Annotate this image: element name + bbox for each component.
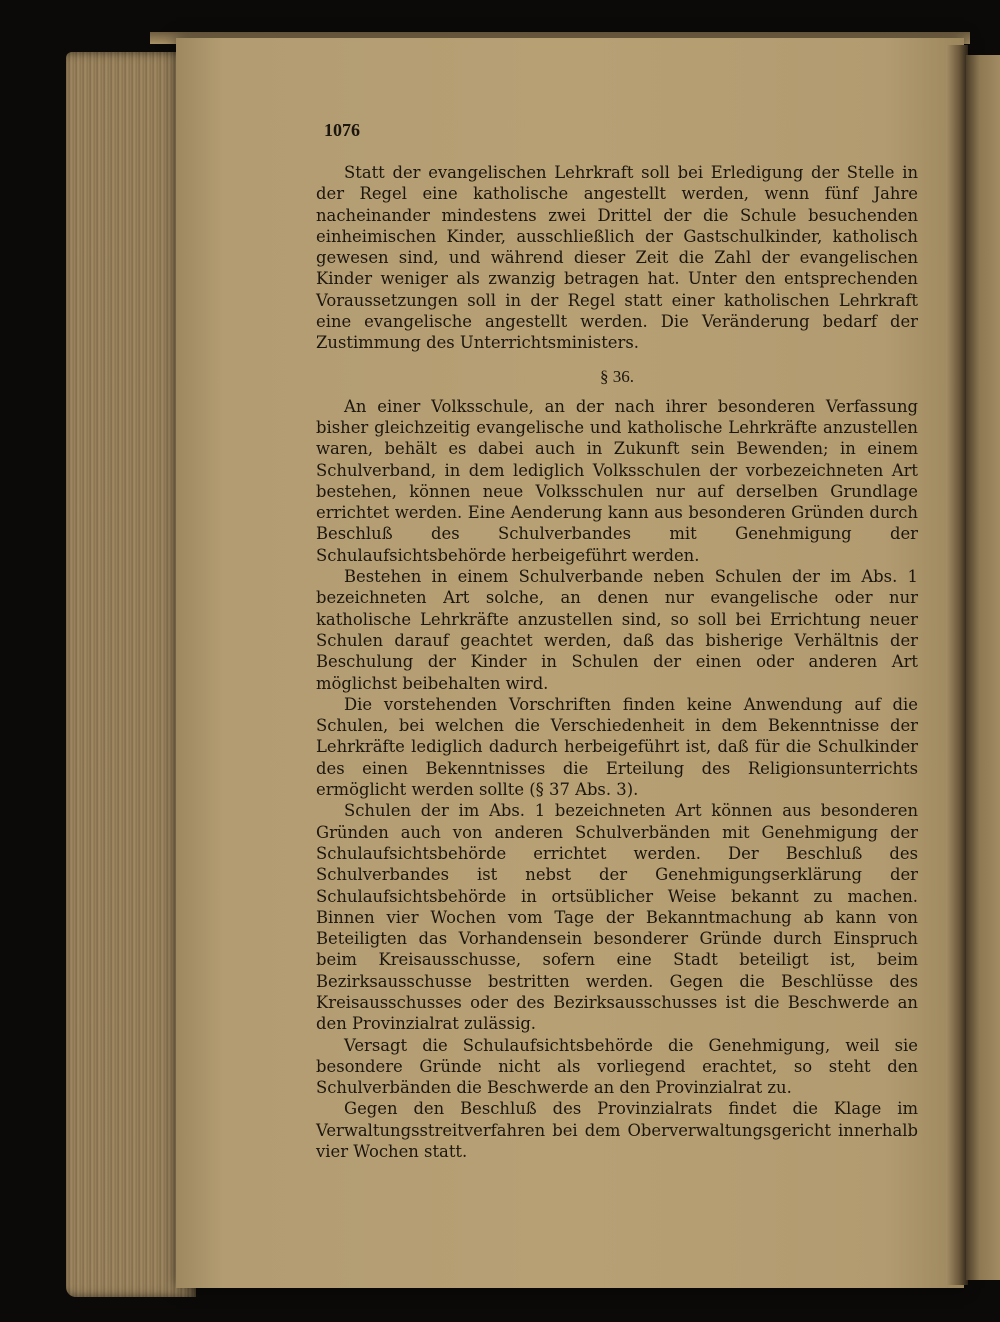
book-gutter xyxy=(946,45,968,1285)
paragraph: Gegen den Beschluß des Provinzialrats findet die Klage im Verwaltungsstreitverfahren bei dem Oberverwaltungsgericht innerhalb vier Wochen statt. xyxy=(316,1099,918,1162)
page-number: 1076 xyxy=(324,120,360,140)
paragraph: Versagt die Schulaufsichtsbehörde die Genehmigung, weil sie besondere Gründe nicht als vorliegend erachtet, so steht den Schulverbänden die Beschwerde an den Provinzialrat zu. xyxy=(316,1035,918,1098)
paragraph: Die vorstehenden Vorschriften finden keine Anwendung auf die Schulen, bei welchen die Verschiedenheit in dem Bekenntnisse der Lehrkräfte lediglich dadurch herbeigeführt ist, daß für die Schulkinder des einen Bekenntnisses die Erteilung des Religionsunterrichts ermöglicht werden sollte (§ 37 Abs. 3). xyxy=(316,694,918,800)
facing-page-edge xyxy=(966,55,1000,1280)
page-text xyxy=(316,120,918,1162)
paragraph: Statt der evangelischen Lehrkraft soll bei Erledigung der Stelle in der Regel eine katholische angestellt werden, wenn fünf Jahre nacheinander mindestens zwei Drittel der die Schule besuchenden einheimischen Kinder, ausschließlich der Gastschulkinder, katholisch gewesen sind, und während dieser Zeit die Zahl der evangelischen Kinder weniger als zwanzig betragen hat. Unter den entsprechenden Voraussetzungen soll in der Regel statt einer katholischen Lehrkraft eine evangelische angestellt werden. Die Veränderung bedarf der Zustimmung des Unterrichtsministers. xyxy=(316,163,918,353)
paragraph: Schulen der im Abs. 1 bezeichneten Art können aus besonderen Gründen auch von anderen Schulverbänden mit Genehmigung der Schulaufsichtsbehörde errichtet werden. Der Beschluß des Schulverbandes ist nebst der Genehmigungserklärung der Schulaufsichtsbehörde in ortsüblicher Weise bekannt zu machen. Binnen vier Wochen vom Tage der Bekanntmachung ab kann von Beteiligten das Vorhandensein besonderer Gründe durch Einspruch beim Kreisausschusse, sofern eine Stadt beteiligt ist, beim Bezirksausschusse bestritten werden. Gegen die Beschlüsse des Kreisausschusses oder des Bezirksausschusses ist die Beschwerde an den Provinzialrat zulässig. xyxy=(316,801,918,1034)
paragraph: An einer Volksschule, an der nach ihrer besonderen Verfassung bisher gleichzeitig evangelische und katholische Lehrkräfte anzustellen waren, behält es dabei auch in Zukunft sein Bewenden; in einem Schulverband, in dem lediglich Volksschulen der vorbezeichneten Art bestehen, können neue Volksschulen nur auf derselben Grundlage errichtet werden. Eine Aenderung kann aus besonderen Gründen durch Beschluß des Schulverbandes mit Genehmigung der Schulaufsichtsbehörde herbeigeführt werden. xyxy=(316,396,918,565)
paragraph: Bestehen in einem Schulverbande neben Schulen der im Abs. 1 bezeichneten Art solche, an denen nur evangelische oder nur katholische Lehrkräfte anzustellen sind, so soll bei Errichtung neuer Schulen darauf geachtet werden, daß das bisherige Verhältnis der Beschulung der Kinder in Schulen der einen oder anderen Art möglichst beibehalten wird. xyxy=(316,567,918,693)
section-heading: § 36. xyxy=(600,366,634,386)
